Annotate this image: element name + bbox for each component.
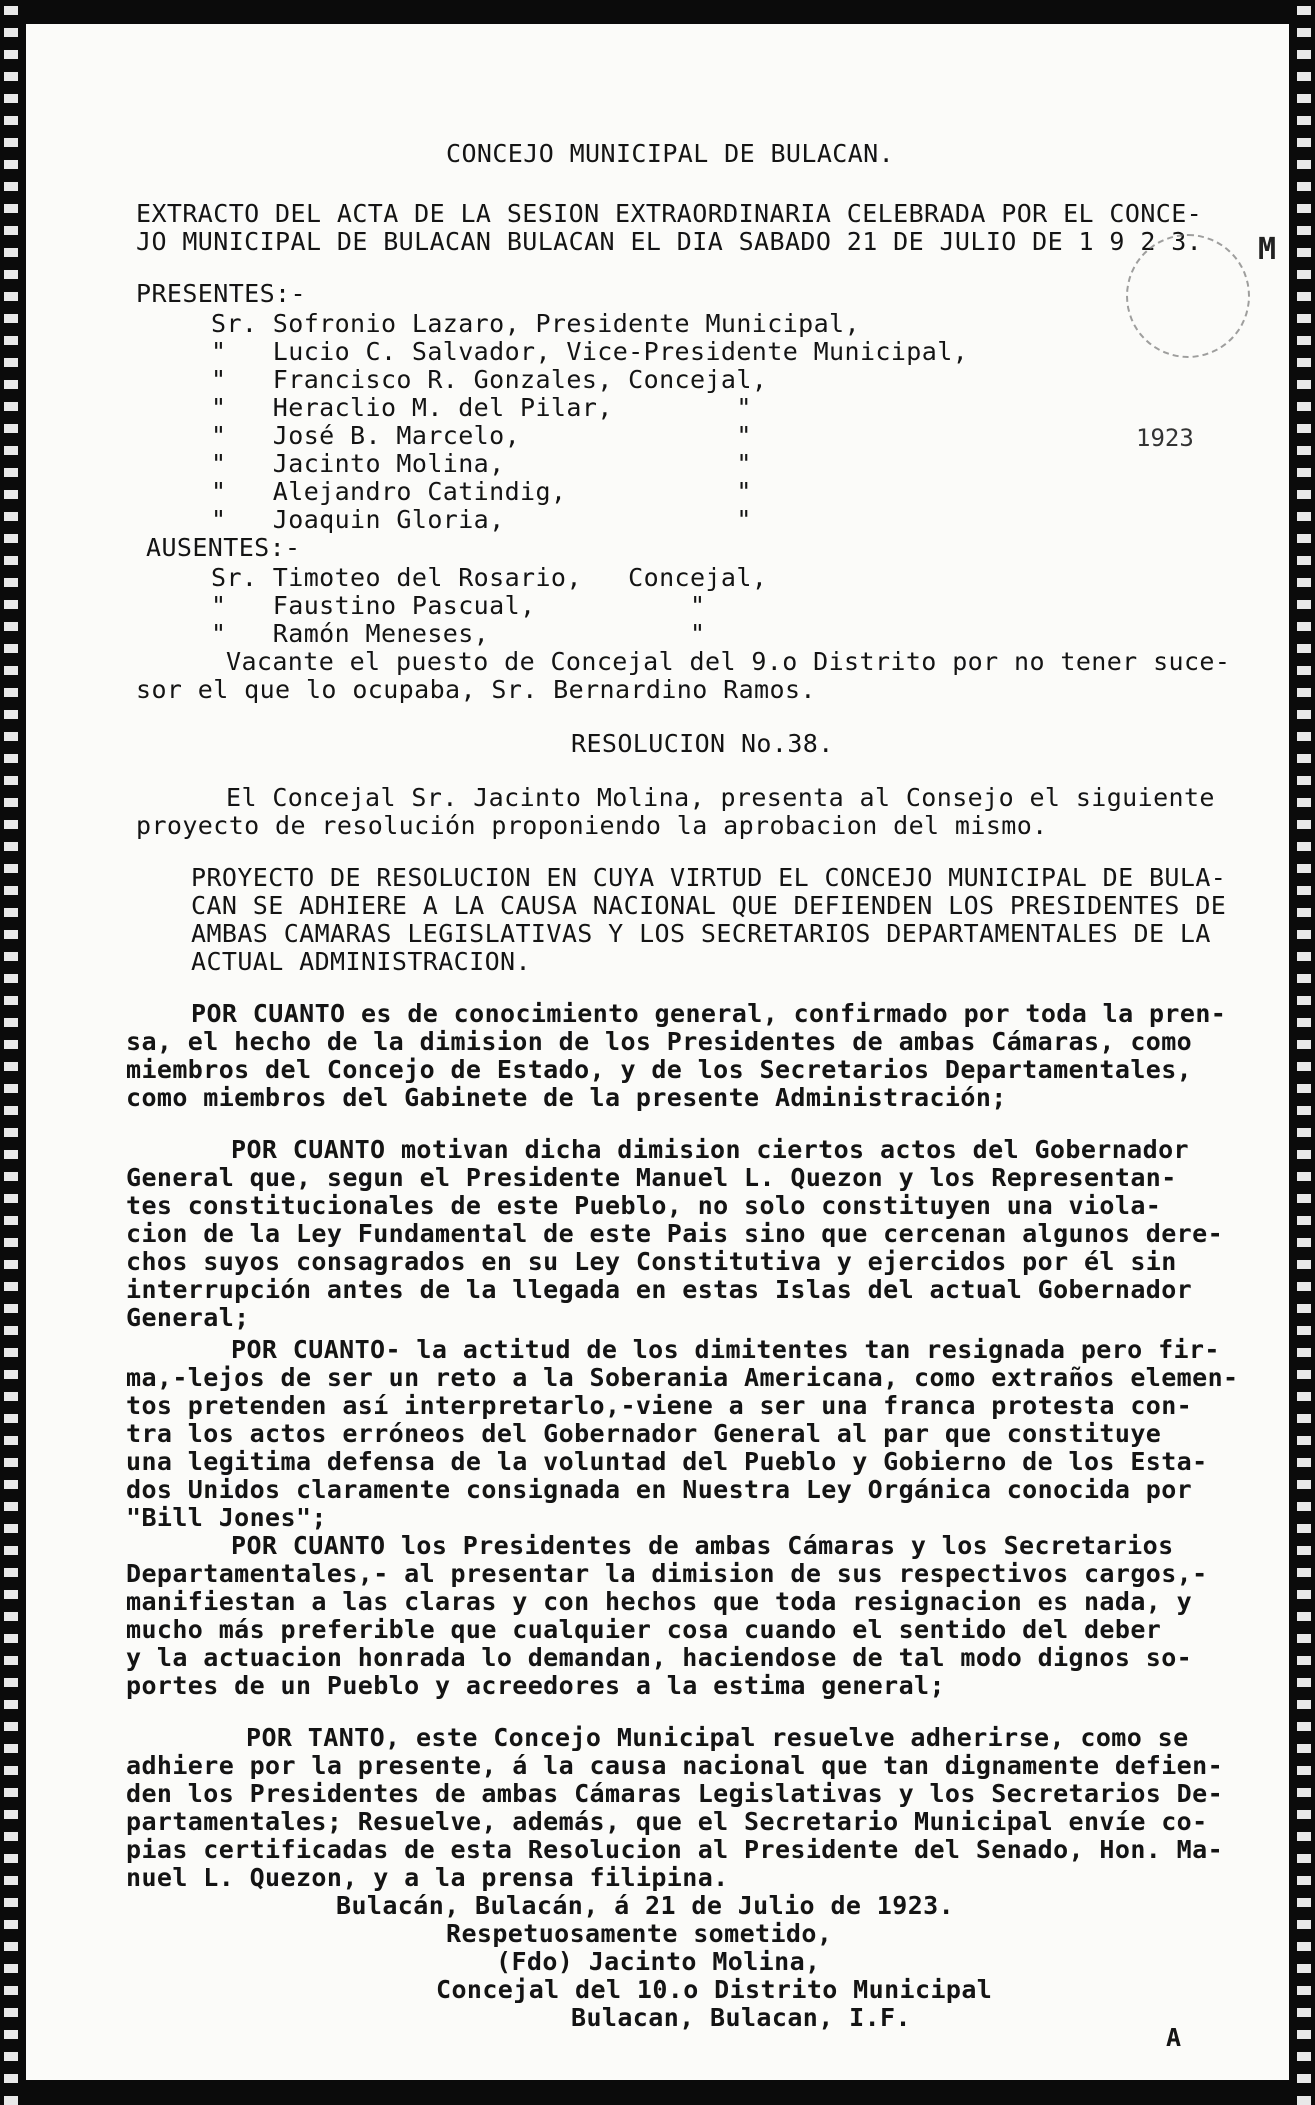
- sprocket-hole: [4, 1370, 18, 1379]
- sprocket-hole: [1297, 1634, 1311, 1643]
- sprocket-hole: [4, 842, 18, 851]
- sprocket-hole: [1297, 908, 1311, 917]
- sprocket-hole: [4, 864, 18, 873]
- sprocket-hole: [4, 1392, 18, 1401]
- sprocket-hole: [4, 314, 18, 323]
- sprocket-hole: [1297, 2074, 1311, 2083]
- intro-line: proyecto de resolución proponiendo la aprobacion del mismo.: [136, 811, 1048, 840]
- por-tanto-line: den los Presidentes de ambas Cámaras Legislativas y los Secretarios De-: [126, 1779, 1224, 1808]
- sprocket-hole: [4, 666, 18, 675]
- sprocket-hole: [1297, 688, 1311, 697]
- sprocket-hole: [4, 1986, 18, 1995]
- sprocket-hole: [4, 974, 18, 983]
- sprocket-hole: [4, 226, 18, 235]
- sprocket-hole: [1297, 248, 1311, 257]
- sprocket-hole: [4, 1172, 18, 1181]
- sprocket-hole: [1297, 1458, 1311, 1467]
- sprocket-hole: [4, 622, 18, 631]
- sprocket-hole: [4, 908, 18, 917]
- sprocket-hole: [1297, 182, 1311, 191]
- sprocket-hole: [1297, 1854, 1311, 1863]
- sprocket-hole: [4, 1942, 18, 1951]
- sprocket-hole: [1297, 1304, 1311, 1313]
- sprocket-hole: [4, 1502, 18, 1511]
- sprocket-hole: [4, 116, 18, 125]
- ausentes-line: " Faustino Pascual, ": [211, 591, 706, 620]
- sprocket-hole: [4, 1766, 18, 1775]
- vacante-line: Vacante el puesto de Concejal del 9.o Distrito por no tener suce-: [226, 647, 1231, 676]
- sprocket-hole: [4, 1128, 18, 1137]
- document-page: [26, 24, 1289, 2080]
- sprocket-hole: [1297, 842, 1311, 851]
- sprocket-hole: [1297, 1216, 1311, 1225]
- por-cuanto-4-line: y la actuacion honrada lo demandan, haciendose de tal modo dignos so-: [126, 1643, 1193, 1672]
- sprocket-hole: [1297, 336, 1311, 345]
- sprocket-hole: [1297, 380, 1311, 389]
- intro-line: El Concejal Sr. Jacinto Molina, presenta al Consejo el siguiente: [226, 783, 1215, 812]
- closing-signed: (Fdo) Jacinto Molina,: [496, 1947, 821, 1976]
- sprocket-hole: [1297, 1172, 1311, 1181]
- stamp-letters: M: [1258, 232, 1277, 267]
- por-cuanto-4-line: Departamentales,- al presentar la dimision de sus respectivos cargos,-: [126, 1559, 1208, 1588]
- sprocket-hole: [1297, 556, 1311, 565]
- sprocket-hole: [4, 336, 18, 345]
- sprocket-hole: [1297, 1436, 1311, 1445]
- sprocket-hole: [4, 1480, 18, 1489]
- sprocket-hole: [1297, 1326, 1311, 1335]
- presentes-line: " Lucio C. Salvador, Vice-Presidente Municipal,: [211, 337, 969, 366]
- sprocket-hole: [4, 28, 18, 37]
- sprocket-hole: [4, 1898, 18, 1907]
- presentes-line: " Alejandro Catindig, ": [211, 477, 752, 506]
- sprocket-hole: [1297, 468, 1311, 477]
- page-mark: A: [1166, 2023, 1182, 2052]
- sprocket-hole: [1297, 1678, 1311, 1687]
- sprocket-hole: [1297, 138, 1311, 147]
- sprocket-hole: [4, 1546, 18, 1555]
- sprocket-hole: [4, 1062, 18, 1071]
- presentes-line: " Joaquin Gloria, ": [211, 505, 752, 534]
- sprocket-hole: [1297, 886, 1311, 895]
- sprocket-hole: [4, 402, 18, 411]
- sprocket-hole: [4, 94, 18, 103]
- sprocket-hole: [1297, 1084, 1311, 1093]
- sprocket-hole: [1297, 358, 1311, 367]
- sprocket-hole: [1297, 1568, 1311, 1577]
- sprocket-hole: [1297, 204, 1311, 213]
- presentes-line: " José B. Marcelo, ": [211, 421, 752, 450]
- sprocket-hole: [1297, 1964, 1311, 1973]
- por-tanto-line: pias certificadas de esta Resolucion al Presidente del Senado, Hon. Ma-: [126, 1835, 1224, 1864]
- sprocket-hole: [1297, 578, 1311, 587]
- por-tanto-line: nuel L. Quezon, y a la prensa filipina.: [126, 1863, 729, 1892]
- sprocket-hole: [1297, 1590, 1311, 1599]
- sprocket-hole: [1297, 820, 1311, 829]
- presentes-line: " Francisco R. Gonzales, Concejal,: [211, 365, 768, 394]
- sprocket-hole: [1297, 1722, 1311, 1731]
- sprocket-hole: [1297, 1502, 1311, 1511]
- sprocket-hole: [1297, 1612, 1311, 1621]
- sprocket-hole: [4, 1018, 18, 1027]
- sprocket-hole: [4, 732, 18, 741]
- por-cuanto-4-line: portes de un Pueblo y acreedores a la estima general;: [126, 1671, 945, 1700]
- sprocket-hole: [4, 204, 18, 213]
- sprocket-hole: [4, 2074, 18, 2083]
- sprocket-hole: [4, 2008, 18, 2017]
- sprocket-hole: [1297, 1018, 1311, 1027]
- sprocket-hole: [1297, 1282, 1311, 1291]
- sprocket-hole: [4, 1414, 18, 1423]
- sprocket-hole: [4, 1920, 18, 1929]
- sprocket-hole: [1297, 1150, 1311, 1159]
- sprocket-hole: [1297, 50, 1311, 59]
- sprocket-hole: [1297, 1788, 1311, 1797]
- por-cuanto-2-line: cion de la Ley Fundamental de este Pais sino que cercenan algunos dere-: [126, 1219, 1224, 1248]
- sprocket-hole: [4, 292, 18, 301]
- sprocket-hole: [4, 1568, 18, 1577]
- sprocket-hole: [1297, 1876, 1311, 1885]
- sprocket-hole: [4, 534, 18, 543]
- sprocket-hole: [1297, 402, 1311, 411]
- sprocket-hole: [4, 820, 18, 829]
- por-cuanto-4-line: mucho más preferible que cualquier cosa cuando el sentido del deber: [126, 1615, 1162, 1644]
- sprocket-hole: [4, 1326, 18, 1335]
- sprocket-hole: [4, 50, 18, 59]
- sprocket-hole: [4, 1700, 18, 1709]
- sprocket-hole: [1297, 1040, 1311, 1049]
- sprocket-hole: [1297, 2030, 1311, 2039]
- sprocket-hole: [1297, 644, 1311, 653]
- sprocket-hole: [4, 1722, 18, 1731]
- sprocket-hole: [1297, 1898, 1311, 1907]
- closing-place-date: Bulacán, Bulacán, á 21 de Julio de 1923.: [336, 1891, 955, 1920]
- sprocket-hole: [1297, 1106, 1311, 1115]
- sprocket-hole: [1297, 2096, 1311, 2105]
- sprocket-hole: [1297, 270, 1311, 279]
- sprocket-hole: [4, 1744, 18, 1753]
- sprocket-hole: [4, 1832, 18, 1841]
- sprocket-hole: [4, 446, 18, 455]
- sprocket-hole: [1297, 1392, 1311, 1401]
- sprocket-hole: [1297, 226, 1311, 235]
- sprocket-hole: [4, 358, 18, 367]
- sprocket-hole: [1297, 732, 1311, 741]
- sprocket-hole: [4, 1260, 18, 1269]
- por-cuanto-1-line: sa, el hecho de la dimision de los Presidentes de ambas Cámaras, como: [126, 1027, 1193, 1056]
- sprocket-hole: [1297, 512, 1311, 521]
- sprocket-hole: [1297, 446, 1311, 455]
- sprocket-hole: [1297, 6, 1311, 15]
- sprocket-hole: [4, 1678, 18, 1687]
- ausentes-label: AUSENTES:-: [146, 533, 301, 562]
- sprocket-hole: [4, 1348, 18, 1357]
- sprocket-hole: [1297, 864, 1311, 873]
- por-cuanto-2-line: POR CUANTO motivan dicha dimision ciertos actos del Gobernador: [231, 1135, 1189, 1164]
- sprocket-hole: [4, 1084, 18, 1093]
- sprocket-hole: [1297, 28, 1311, 37]
- por-tanto-line: adhiere por la presente, á la causa nacional que tan dignamente defien-: [126, 1751, 1224, 1780]
- presentes-line: " Heraclio M. del Pilar, ": [211, 393, 752, 422]
- sprocket-hole: [4, 1876, 18, 1885]
- sprocket-hole: [1297, 776, 1311, 785]
- por-cuanto-2-line: General que, segun el Presidente Manuel L. Quezon y los Representan-: [126, 1163, 1177, 1192]
- sprocket-hole: [4, 798, 18, 807]
- sprocket-hole: [4, 380, 18, 389]
- sprocket-hole: [1297, 1128, 1311, 1137]
- sprocket-hole: [4, 1238, 18, 1247]
- received-stamp: [1126, 234, 1250, 358]
- sprocket-hole: [1297, 1414, 1311, 1423]
- document-title: CONCEJO MUNICIPAL DE BULACAN.: [446, 139, 895, 168]
- por-cuanto-3-line: tra los actos erróneos del Gobernador General al par que constituye: [126, 1419, 1162, 1448]
- sprocket-hole: [1297, 1546, 1311, 1555]
- sprocket-hole: [1297, 798, 1311, 807]
- sprocket-hole: [4, 1282, 18, 1291]
- sprocket-hole: [1297, 600, 1311, 609]
- sprocket-hole: [4, 1524, 18, 1533]
- film-edge-left: [0, 0, 22, 2100]
- sprocket-hole: [4, 1106, 18, 1115]
- stamp-year: 1923: [1136, 424, 1194, 452]
- por-cuanto-3-line: ma,-lejos de ser un reto a la Soberania Americana, como extraños elemen-: [126, 1363, 1239, 1392]
- sprocket-hole: [4, 270, 18, 279]
- por-tanto-line: POR TANTO, este Concejo Municipal resuelve adherirse, como se: [246, 1723, 1189, 1752]
- sprocket-hole: [4, 578, 18, 587]
- sprocket-hole: [4, 1634, 18, 1643]
- sprocket-hole: [4, 1436, 18, 1445]
- por-cuanto-3-line: tos pretenden así interpretarlo,-viene a ser una franca protesta con-: [126, 1391, 1193, 1420]
- por-cuanto-4-line: POR CUANTO los Presidentes de ambas Cámaras y los Secretarios: [231, 1531, 1174, 1560]
- presentes-label: PRESENTES:-: [136, 279, 306, 308]
- sprocket-hole: [1297, 116, 1311, 125]
- sprocket-hole: [4, 2052, 18, 2061]
- sprocket-hole: [4, 468, 18, 477]
- presentes-line: Sr. Sofronio Lazaro, Presidente Municipal,: [211, 309, 860, 338]
- sprocket-hole: [4, 1612, 18, 1621]
- sprocket-hole: [1297, 1920, 1311, 1929]
- sprocket-hole: [1297, 2052, 1311, 2061]
- por-cuanto-2-line: General;: [126, 1303, 250, 1332]
- por-cuanto-2-line: interrupción antes de la llegada en estas Islas del actual Gobernador: [126, 1275, 1193, 1304]
- sprocket-hole: [4, 1810, 18, 1819]
- sprocket-hole: [4, 1458, 18, 1467]
- closing-respectfully: Respetuosamente sometido,: [446, 1919, 833, 1948]
- extract-line-1: EXTRACTO DEL ACTA DE LA SESION EXTRAORDINARIA CELEBRADA POR EL CONCE-: [136, 199, 1203, 228]
- sprocket-hole: [1297, 2008, 1311, 2017]
- sprocket-hole: [1297, 72, 1311, 81]
- sprocket-hole: [1297, 1700, 1311, 1709]
- sprocket-hole: [4, 1216, 18, 1225]
- sprocket-hole: [4, 1304, 18, 1313]
- sprocket-hole: [4, 952, 18, 961]
- vacante-line: sor el que lo ocupaba, Sr. Bernardino Ramos.: [136, 675, 816, 704]
- proyecto-line: CAN SE ADHIERE A LA CAUSA NACIONAL QUE DEFIENDEN LOS PRESIDENTES DE: [191, 891, 1227, 920]
- sprocket-hole: [4, 600, 18, 609]
- presentes-line: " Jacinto Molina, ": [211, 449, 752, 478]
- por-tanto-line: partamentales; Resuelve, además, que el Secretario Municipal envíe co-: [126, 1807, 1208, 1836]
- por-cuanto-1-line: miembros del Concejo de Estado, y de los Secretarios Departamentales,: [126, 1055, 1193, 1084]
- sprocket-hole: [4, 1964, 18, 1973]
- ausentes-line: " Ramón Meneses, ": [211, 619, 706, 648]
- sprocket-hole: [1297, 952, 1311, 961]
- sprocket-hole: [1297, 534, 1311, 543]
- sprocket-hole: [4, 2096, 18, 2105]
- sprocket-hole: [1297, 666, 1311, 675]
- extract-line-2: JO MUNICIPAL DE BULACAN BULACAN EL DIA SABADO 21 DE JULIO DE 1 9 2 3.: [136, 227, 1203, 256]
- sprocket-hole: [4, 1656, 18, 1665]
- sprocket-hole: [4, 930, 18, 939]
- sprocket-hole: [4, 1194, 18, 1203]
- sprocket-hole: [1297, 424, 1311, 433]
- sprocket-hole: [1297, 1986, 1311, 1995]
- proyecto-line: ACTUAL ADMINISTRACION.: [191, 947, 531, 976]
- sprocket-hole: [4, 182, 18, 191]
- sprocket-hole: [1297, 1480, 1311, 1489]
- sprocket-hole: [1297, 1942, 1311, 1951]
- sprocket-hole: [1297, 622, 1311, 631]
- sprocket-hole: [1297, 1370, 1311, 1379]
- sprocket-hole: [1297, 490, 1311, 499]
- sprocket-hole: [1297, 1348, 1311, 1357]
- sprocket-hole: [4, 1788, 18, 1797]
- sprocket-hole: [1297, 754, 1311, 763]
- sprocket-hole: [4, 512, 18, 521]
- sprocket-hole: [1297, 1766, 1311, 1775]
- por-cuanto-3-line: una legitima defensa de la voluntad del Pueblo y Gobierno de los Esta-: [126, 1447, 1208, 1476]
- sprocket-hole: [4, 490, 18, 499]
- sprocket-hole: [1297, 996, 1311, 1005]
- sprocket-hole: [1297, 710, 1311, 719]
- sprocket-hole: [4, 72, 18, 81]
- sprocket-hole: [1297, 1260, 1311, 1269]
- sprocket-hole: [1297, 1238, 1311, 1247]
- sprocket-hole: [1297, 314, 1311, 323]
- closing-position: Concejal del 10.o Distrito Municipal: [436, 1975, 993, 2004]
- por-cuanto-4-line: manifiestan a las claras y con hechos que toda resignacion es nada, y: [126, 1587, 1193, 1616]
- sprocket-hole: [4, 1854, 18, 1863]
- sprocket-hole: [4, 138, 18, 147]
- sprocket-hole: [4, 776, 18, 785]
- sprocket-hole: [4, 710, 18, 719]
- resolucion-title: RESOLUCION No.38.: [571, 729, 834, 758]
- por-cuanto-2-line: chos suyos consagrados en su Ley Constitutiva y ejercidos por él sin: [126, 1247, 1177, 1276]
- closing-location: Bulacan, Bulacan, I.F.: [571, 2003, 911, 2032]
- sprocket-hole: [4, 1040, 18, 1049]
- sprocket-hole: [1297, 1810, 1311, 1819]
- por-cuanto-1-line: POR CUANTO es de conocimiento general, confirmado por toda la pren-: [191, 999, 1227, 1028]
- sprocket-hole: [1297, 930, 1311, 939]
- sprocket-hole: [1297, 1832, 1311, 1841]
- sprocket-hole: [1297, 974, 1311, 983]
- sprocket-hole: [4, 996, 18, 1005]
- ausentes-line: Sr. Timoteo del Rosario, Concejal,: [211, 563, 768, 592]
- por-cuanto-2-line: tes constitucionales de este Pueblo, no solo constituyen una viola-: [126, 1191, 1162, 1220]
- por-cuanto-3-line: dos Unidos claramente consignada en Nuestra Ley Orgánica conocida por: [126, 1475, 1193, 1504]
- sprocket-hole: [4, 6, 18, 15]
- por-cuanto-3-line: "Bill Jones";: [126, 1503, 327, 1532]
- sprocket-hole: [4, 248, 18, 257]
- proyecto-line: AMBAS CAMARAS LEGISLATIVAS Y LOS SECRETARIOS DEPARTAMENTALES DE LA: [191, 919, 1211, 948]
- sprocket-hole: [4, 644, 18, 653]
- sprocket-hole: [1297, 1524, 1311, 1533]
- proyecto-line: PROYECTO DE RESOLUCION EN CUYA VIRTUD EL CONCEJO MUNICIPAL DE BULA-: [191, 863, 1227, 892]
- sprocket-hole: [4, 424, 18, 433]
- sprocket-hole: [1297, 1656, 1311, 1665]
- sprocket-hole: [4, 556, 18, 565]
- sprocket-hole: [1297, 1062, 1311, 1071]
- sprocket-hole: [4, 160, 18, 169]
- film-edge-right: [1293, 0, 1315, 2100]
- sprocket-hole: [1297, 94, 1311, 103]
- sprocket-hole: [4, 2030, 18, 2039]
- por-cuanto-3-line: POR CUANTO- la actitud de los dimitentes tan resignada pero fir-: [231, 1335, 1220, 1364]
- sprocket-hole: [4, 886, 18, 895]
- sprocket-hole: [1297, 1744, 1311, 1753]
- sprocket-hole: [1297, 160, 1311, 169]
- sprocket-hole: [4, 1590, 18, 1599]
- por-cuanto-1-line: como miembros del Gabinete de la presente Administración;: [126, 1083, 1007, 1112]
- sprocket-hole: [1297, 292, 1311, 301]
- sprocket-hole: [4, 1150, 18, 1159]
- sprocket-hole: [4, 754, 18, 763]
- sprocket-hole: [4, 688, 18, 697]
- sprocket-hole: [1297, 1194, 1311, 1203]
